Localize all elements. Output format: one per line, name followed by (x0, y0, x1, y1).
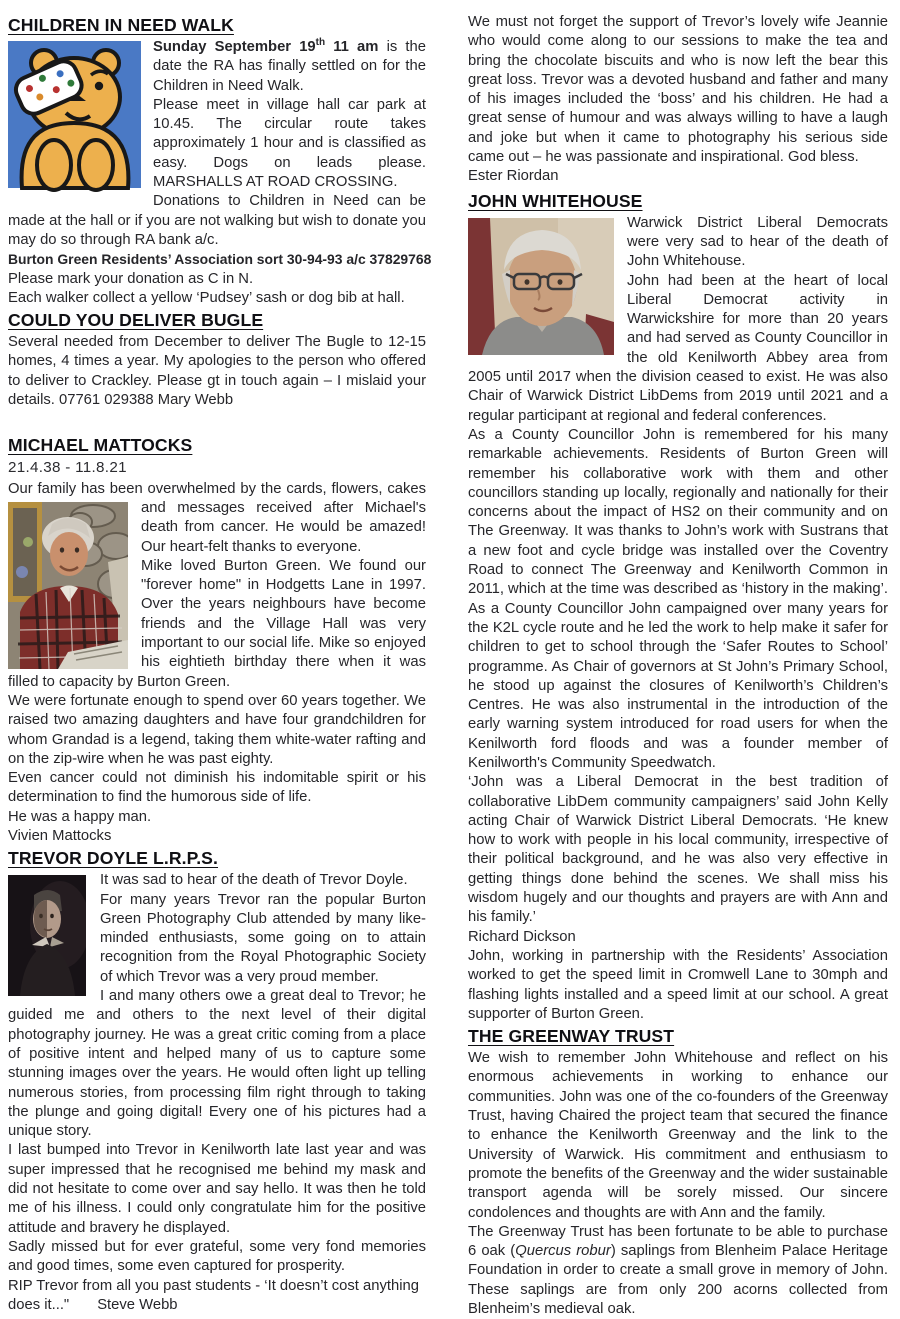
greenway-para2-pre: The Greenway Trust has been fortunate to be able to purchase 6 oak ( (468, 1223, 888, 1260)
mattocks-signature: Vivien Mattocks (8, 827, 112, 844)
doyle-paragraph-3: I and many others owe a great deal to Trevor; he guided me and others to the next level of their digital photography journey. He was a great critic coming from a place of positive intent and helped many of us to capture some stunning images over the years. He would often light up telling numerous stories, from processing film right through to taking the plunge and going digital! Every one of his pictures had a unique story. (8, 988, 426, 1140)
cin-time-bold: 11 am (325, 39, 379, 55)
mattocks-paragraph-5: He was a happy man. (8, 808, 152, 825)
doyle-paragraph-2: For many years Trevor ran the popular Burton Green Photography Club attended by many like-minded enthusiasts, some going on to attain recognition from the Royal Photographic Society of which Trevor was a very proud member. (100, 891, 426, 985)
right-column (468, 13, 888, 1319)
doyle-signature: Steve Webb (97, 1296, 178, 1313)
greenway-para2-post: ) saplings from Blenheim Palace Heritage Foundation in order to create a small grove in memory of John. These saplings are from only 200 acorns collected from Blenheim’s medieval oak. (468, 1243, 888, 1317)
greenway-paragraph-1: We wish to remember John Whitehouse and reflect on his enormous achievements in working to enhance our communities. John was one of the co-founders of the Greenway Trust, having Chaired the project team that secured the finance to enhance the Kenilworth Greenway and the link to the University of Warwick. His commitment and enthusiasm to promote the benefits of the Greenway and the wider sustainable transport agenda will be sorely missed. Our sincere condolences and thoughts are with Ann and the family. (468, 1050, 888, 1221)
mattocks-paragraph-4: Even cancer could not diminish his indomitable spirit or his determination to find the humorous side of life. (8, 770, 426, 806)
greenway-latin-name: Quercus robur (515, 1243, 611, 1260)
jeannie-signature: Ester Riordan (468, 168, 559, 185)
whitehouse-paragraph-5: ‘John was a Liberal Democrat in the best tradition of collaborative LibDem community campaigners’ said John Kelly acting Chair of Warwick District Liberal Democrats. ‘He knew how to work with people in his local community, irrespective of their political background, and he was also very effective in getting things done behind the scenes. We shall miss his wisdom hugely and our thoughts and prayers are with Ann and his family.’ (468, 774, 888, 926)
michael-mattocks-photo (8, 502, 128, 669)
mattocks-paragraph-2: Mike loved Burton Green. We found our "forever home" in Hodgetts Lane in 1997. Over the years neighbours have become friends and the Village Hall was very important to our social life. Mike so enjoyed his eightieth birthday there when it was filled to capacity by Burton Green. (8, 557, 426, 690)
children-in-need-heading: CHILDREN IN NEED WALK (8, 15, 234, 35)
section-children-in-need (8, 14, 432, 308)
greenway-heading: THE GREENWAY TRUST (468, 1026, 675, 1047)
michael-mattocks-portrait (8, 502, 128, 669)
section-deliver-bugle (8, 309, 426, 410)
cin-sash-line: Each walker collect a yellow ‘Pudsey’ sash or dog bib at hall. (8, 289, 405, 306)
section-john-whitehouse (468, 190, 888, 1024)
mattocks-para1-rest: messages received after Michael's death from cancer. He would be amazed! Our heart-felt thanks to everyone. (141, 499, 426, 555)
doyle-rip-text: RIP Trevor from all you past students - ‘It doesn’t cost anything does it..." (8, 1277, 419, 1313)
mattocks-heading: MICHAEL MATTOCKS (8, 435, 193, 456)
john-whitehouse-portrait (468, 218, 614, 355)
mattocks-dates: 21.4.38 - 11.8.21 (8, 459, 127, 477)
doyle-paragraph-5: Sadly missed but for ever grateful, some very fond memories and good times, some even captured for prosperity. (8, 1238, 426, 1275)
whitehouse-paragraph-1: Warwick District Liberal Democrats were very sad to hear of the death of John Whitehouse. (627, 214, 888, 270)
doyle-paragraph-1: It was sad to hear of the death of Trevor Doyle. (100, 872, 408, 889)
whitehouse-paragraph-4: As a County Councillor John campaigned over many years for the K2L cycle route and he led the work to help make it safer for children to get to school through the ‘Safer Routes to School’ programme. As Chair of governors at St John’s Primary School, he stood up against the closures of Kenilworth’s Children’s Centres. He was also instrumental in the introduction of the early warning system introduced for road users for when the Kenilworth ford floods and was a founder member of Kenilworth's Community Speedwatch. (468, 600, 888, 771)
whitehouse-paragraph-6: John, working in partnership with the Residents’ Association worked to get the speed limit in Cromwell Lane to 30mph and flashing lights installed and a speed limit at our school. A great supporter of Burton Green. (468, 947, 888, 1022)
trevor-doyle-photo (8, 875, 86, 996)
john-whitehouse-photo (468, 218, 614, 355)
greenway-paragraph-2 (468, 1223, 888, 1319)
left-column (8, 13, 432, 1319)
pudsey-bear-illustration (8, 41, 141, 193)
bugle-heading: COULD YOU DELIVER BUGLE (8, 310, 264, 331)
mattocks-paragraph-3: We were fortunate enough to spend over 60 years together. We raised two amazing daughters and have four grandchildren for whom Grandad is a legend, taking them white-water rafting and on the zip-wire when he was past eighty. (8, 692, 426, 767)
whitehouse-heading: JOHN WHITEHOUSE (468, 190, 643, 211)
whitehouse-signature: Richard Dickson (468, 928, 576, 945)
mattocks-paragraph-1 (8, 480, 426, 557)
cin-bank-account-line: Burton Green Residents’ Association sort 30-94-93 a/c 37829768 (8, 251, 432, 268)
whitehouse-paragraph-2: John had been at the heart of local Liberal Democrat activity in Warwickshire for more than 20 years and had served as County Councillor in the old Kenilworth Abbey area from 2005 until 2017 when the division ceased to exist. He was also Chair of Warwick District LibDems from 2019 until 2021 and a regular participant at regional and federal conferences. (468, 272, 888, 424)
section-greenway-trust (468, 1025, 888, 1319)
cin-mark-donation-line: Please mark your donation as C in N. (8, 270, 254, 287)
cin-intro-text: is the date the RA has finally settled on for the Children in Need Walk. (153, 39, 426, 94)
section-trevor-doyle (8, 847, 426, 1315)
mattocks-para1-lead: Our family has been overwhelmed by the cards, flowers, cakes and (8, 480, 426, 516)
cin-date-superscript: th (315, 37, 326, 49)
doyle-heading: TREVOR DOYLE L.R.P.S. (8, 848, 219, 869)
cin-meet-paragraph: Please meet in village hall car park at 10.45. The circular route takes approximately 1 hour and is classified as easy. Dogs on leads please. MARSHALLS AT ROAD CROSSING. (153, 96, 426, 191)
doyle-paragraph-4: I last bumped into Trevor in Kenilworth late last year and was super impressed that he recognised me behind my mask and did not hesitate to come over and say hello. It was then he told me of his illness. I could only congratulate him for the positive attitude and bravery he displayed. (8, 1142, 426, 1236)
cin-date-bold: Sunday September 19 (153, 39, 316, 55)
jeannie-paragraph: We must not forget the support of Trevor’s lovely wife Jeannie who would come along to our sessions to make the tea and bring the chocolate biscuits and who is now left the bear this great loss. Trevor was a devoted husband and father and many of his images included the ‘boss’ and his children. He had a great sense of humour and was always willing to have a laugh and joke but when it came to photography his serious side came out – he was passionate and inspirational. God bless. (468, 14, 888, 166)
bugle-paragraph: Several needed from December to deliver The Bugle to 12-15 homes, 4 times a year. My apologies to the person who offered to deliver to Crackley. Please gt in touch again – I mislaid your details. 07761 029388 Mary Webb (8, 334, 426, 409)
pudsey-bear-image (8, 41, 141, 193)
cin-donations-paragraph: Donations to Children in Need can be made at the hall or if you are not walking but wish to donate you may do so through RA bank a/c. (8, 193, 426, 248)
doyle-rip-line (8, 1277, 426, 1316)
trevor-doyle-portrait (8, 875, 86, 996)
section-jeannie-tribute (468, 13, 888, 187)
section-michael-mattocks (8, 434, 426, 846)
whitehouse-paragraph-3: As a County Councillor John is remembered for his many remarkable achievements. Residents of Burton Green will remember his collaborative work with them and other councillors standing up locally, regionally and nationally for their concerns about the impact of HS2 on their community and on The Greenway. It was thanks to John’s work with Sustrans that a new foot and cycle bridge was installed over the Coventry Road to connect The Greenway and Kenilworth Common in 2011, which at the time was described as ‘history in the making’. (468, 426, 888, 598)
